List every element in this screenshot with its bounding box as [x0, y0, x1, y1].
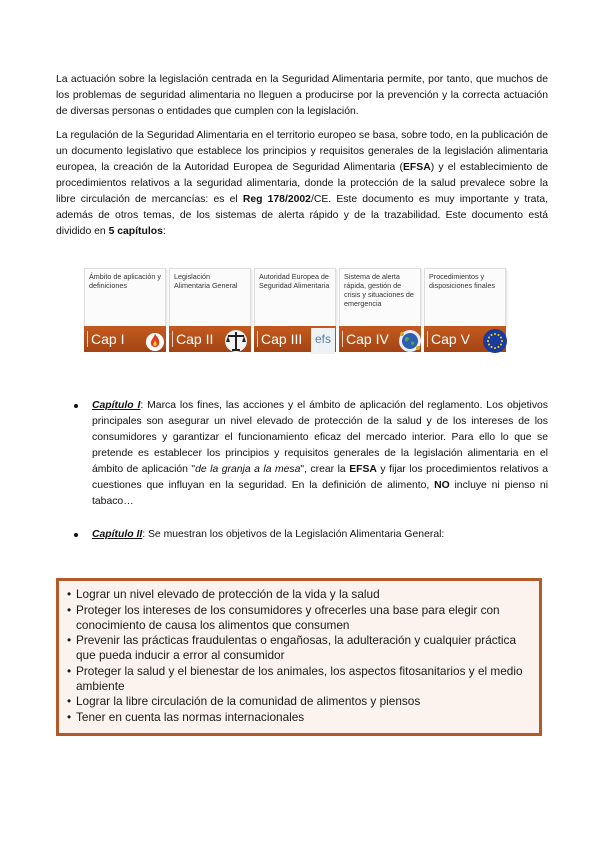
chapter-1-card: [84, 268, 166, 327]
chapter-4-label: Cap IV: [346, 331, 389, 347]
chapter-5-card: [424, 268, 506, 327]
efsa-acronym: EFSA: [403, 162, 431, 173]
eu-flag-icon: [482, 328, 508, 354]
chapter-1-description: Ámbito de aplicación y definiciones: [89, 272, 161, 290]
chapter-3-card: [254, 268, 336, 327]
fire-icon: [144, 330, 166, 352]
objective-item: • Tener en cuenta las normas internacionales: [67, 710, 529, 725]
chapter-1-no: NO: [434, 480, 450, 491]
chapter-3-description: Autoridad Europea de Seguridad Alimentaria: [259, 272, 330, 290]
objective-item: • Proteger la salud y el bienestar de los animales, los aspectos fitosanitarios y el medio ambiente: [67, 664, 529, 694]
regulation-reference: Reg 178/2002: [242, 194, 311, 205]
chapter-2-text-1: : Se muestran los objetivos de la Legislación Alimentaria General:: [142, 529, 445, 540]
chapter-1-label: Cap I: [91, 331, 125, 347]
chapter-1-text-2: ", crear la: [300, 464, 350, 475]
regulation-text-1: La regulación de la Seguridad Alimentaria en el territorio europeo se basa, sobre todo, en la publicación de un documento legislativo que establece los principios y requisitos generales de la legislación alimentaria europea, la creación de la Autoridad Europea de Seguridad Alimentaria (: [56, 130, 548, 173]
scales-icon: [223, 328, 249, 354]
bullet-dot: [74, 404, 78, 408]
bullet-dot: [74, 533, 78, 537]
objectives-box: [56, 578, 542, 736]
chapter-3-label: Cap III: [261, 331, 303, 347]
regulation-text-2: ) y el establecimiento de procedimientos relativos a la seguridad alimentaria, donde la protección de la salud prevalece sobre la libre circulación de mercancías: es el: [56, 162, 549, 205]
chapter-5-description: Procedimientos y disposiciones finales: [429, 272, 495, 290]
chapter-2-text: [92, 527, 548, 543]
objective-item: • Lograr la libre circulación de la comunidad de alimentos y piensos: [67, 694, 529, 709]
objective-item: • Prevenir las prácticas fraudulentas o engañosas, la adulteración y cualquier práctica que pueda inducir a error al consumidor: [67, 633, 529, 663]
globe-icon: [397, 328, 423, 354]
chapter-1-text-1: : Marca los fines, las acciones y el ámbito de aplicación del reglamento. Los objetivos principales son asegurar un nivel elevado de protección de la salud y de los intereses de los consumidores y garantizar el funcionamiento eficaz del mercado interior. Para ello lo que se pretende es establecer los principios y requisitos generales de la legislación alimentaria en el ámbito de aplicación ": [92, 400, 548, 475]
chapter-1: [84, 268, 166, 358]
chapter-2: [169, 268, 251, 358]
chapter-3: [254, 268, 336, 358]
chapter-4: [339, 268, 421, 358]
objective-item: • Lograr un nivel elevado de protección de la vida y la salud: [67, 587, 529, 602]
chapter-5-label: Cap V: [431, 331, 470, 347]
chapter-4-card: [339, 268, 421, 327]
chapter-1-text: [92, 398, 548, 510]
farm-to-fork-quote: de la granja a la mesa: [195, 464, 301, 475]
chapter-1-text-4: incluye ni pienso ni tabaco…: [92, 480, 549, 507]
chapter-2-title: Capítulo II: [92, 529, 143, 540]
regulation-text-3: /CE. Este documento es muy importante y trata, además de otros temas, de los sistemas de alerta rápido y de la trazabilidad. Este documento está dividido en: [56, 194, 548, 237]
chapter-count: 5 capítulos: [108, 226, 163, 237]
chapter-1-text-3: y fijar los procedimientos relativos a cuestiones que influyan en la seguridad. En la definición de alimento,: [92, 464, 548, 491]
chapter-1-efsa: EFSA: [349, 464, 377, 475]
chapter-2-label: Cap II: [176, 331, 214, 347]
intro-paragraph: La actuación sobre la legislación centrada en la Seguridad Alimentaria permite, por tanto, que muchos de los problemas de seguridad alimentaria no lleguen a producirse por la prevención y la correcta actuación de diversas personas o entidades que cumplen con la legislación.: [56, 74, 548, 117]
chapter-5: [424, 268, 506, 358]
efsa-logo: efs: [311, 328, 335, 354]
objective-item: • Proteger los intereses de los consumidores y ofrecerles una base para elegir con conocimiento de causa los alimentos que consumen: [67, 603, 529, 633]
chapter-4-description: Sistema de alerta rápida, gestión de crisis y situaciones de emergencia: [344, 272, 414, 308]
chapter-1-title: Capítulo I: [92, 400, 141, 411]
regulation-paragraph: [56, 128, 548, 240]
objectives-list: [59, 581, 539, 725]
chapter-2-description: Legislación Alimentaria General: [174, 272, 238, 290]
regulation-text-4: :: [162, 226, 166, 237]
chapters-diagram: [84, 268, 508, 364]
chapter-2-card: [169, 268, 251, 327]
